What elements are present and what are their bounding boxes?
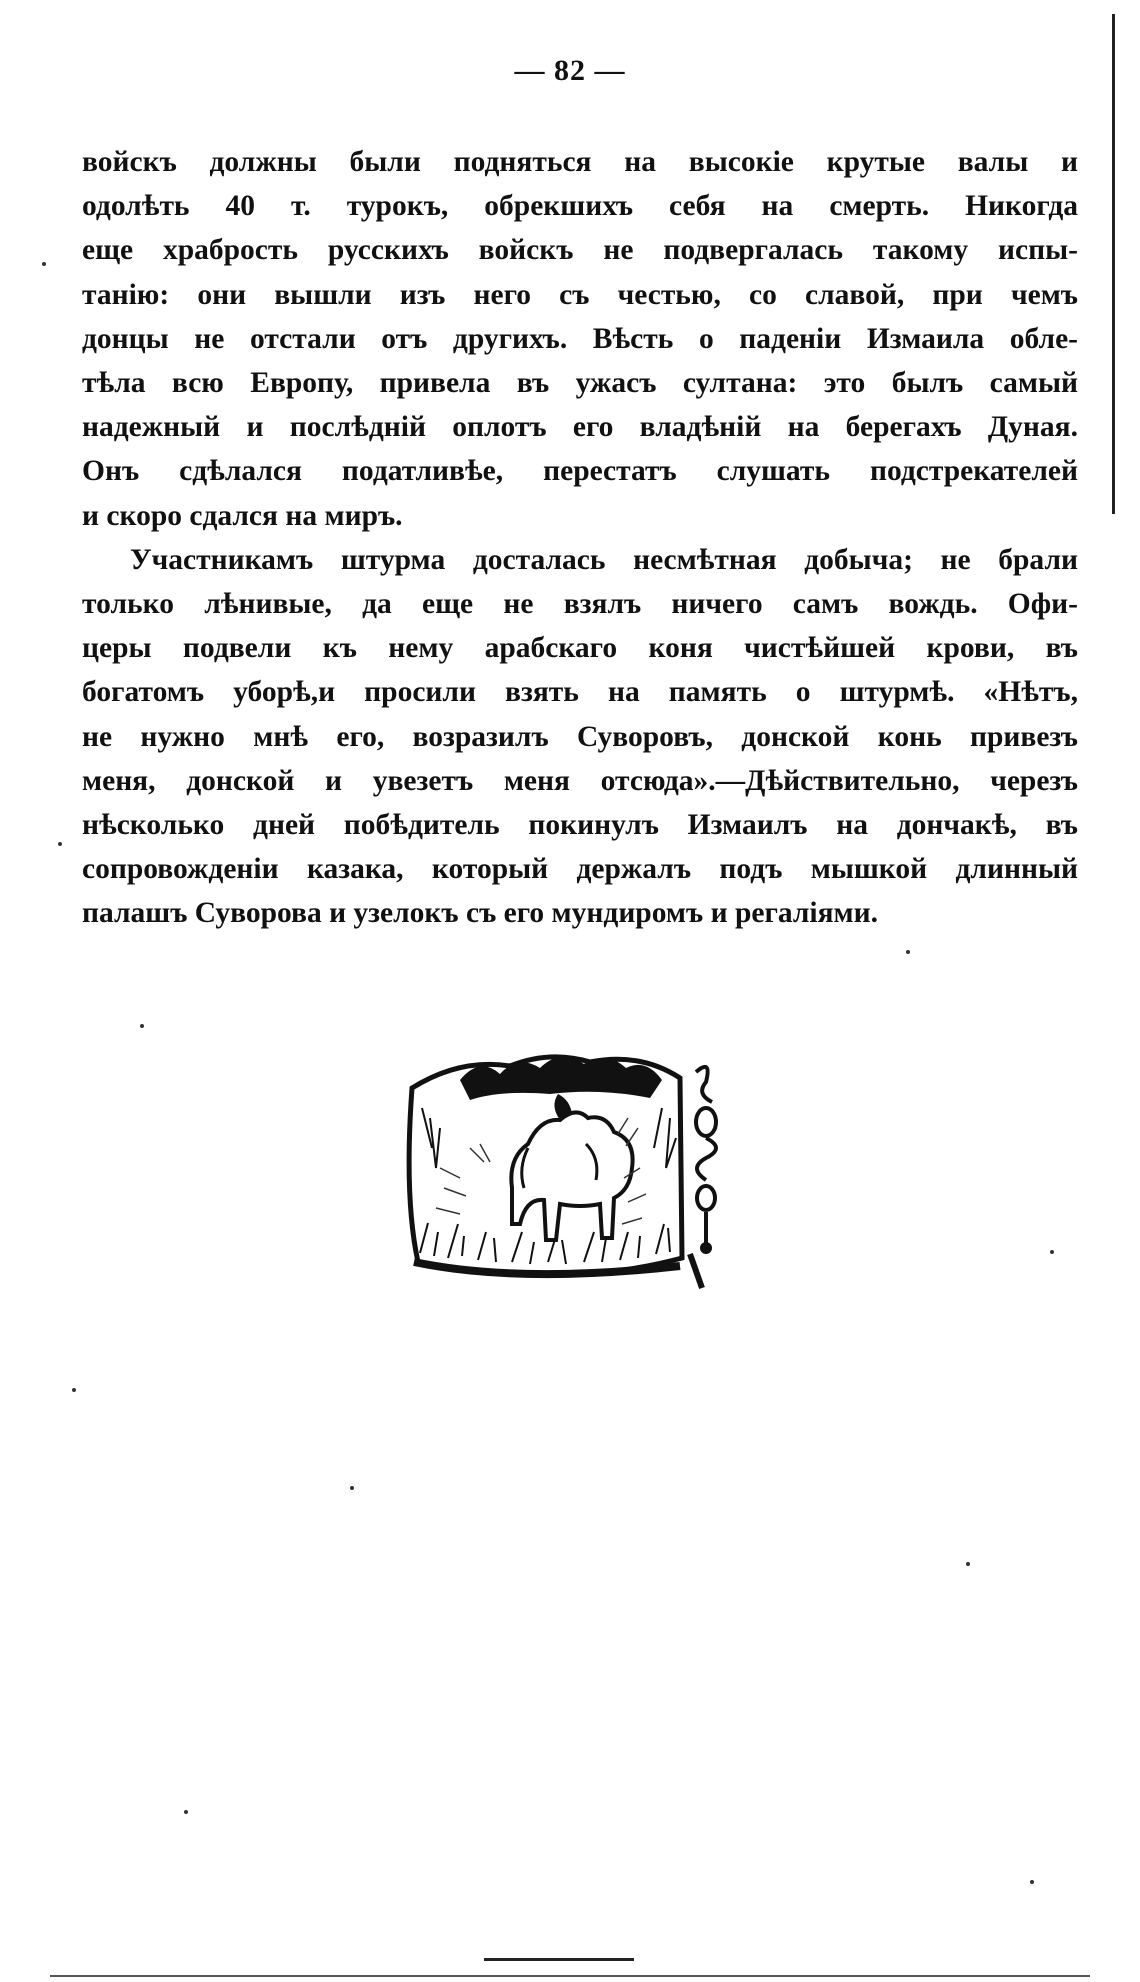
scan-speck (184, 1810, 188, 1814)
text-line: палашъ Суворова и узелокъ съ его мундиромъ и регаліями. (82, 897, 879, 930)
body-text (82, 140, 1078, 936)
text-line: Участникамъ штурма досталась несмѣтная добыча; не брали (130, 543, 1078, 576)
paragraph-1 (82, 140, 1078, 538)
text-line: одолѣть 40 т. турокъ, обрекшихъ себя на смерть. Никогда (82, 190, 1078, 223)
scan-speck (72, 1388, 76, 1392)
text-line: меня, донской и увезетъ меня отсюда».—Дѣйствительно, черезъ (82, 764, 1078, 797)
text-line: богатомъ уборѣ,и просили взять на память о штурмѣ. «Нѣтъ, (82, 676, 1078, 709)
text-line: не нужно мнѣ его, возразилъ Суворовъ, донской конь привезъ (82, 720, 1078, 753)
scan-speck (140, 1024, 144, 1028)
text-line: церы подвели къ нему арабскаго коня чистѣйшей крови, въ (82, 632, 1078, 665)
footer-rule (484, 1958, 634, 1961)
scan-speck (1030, 1880, 1034, 1884)
scan-speck (58, 842, 62, 846)
page-edge-rule (1112, 14, 1115, 514)
text-line: нѣсколько дней побѣдитель покинулъ Измаилъ на дончакѣ, въ (82, 809, 1078, 842)
page-bottom-edge (50, 1975, 1090, 1977)
text-line: только лѣнивые, да еще не взялъ ничего самъ вождь. Офи- (82, 588, 1078, 621)
horse-vignette-icon (400, 1048, 758, 1290)
text-line: войскъ должны были подняться на высокіе крутые валы и (82, 146, 1078, 178)
page-number: — 82 — (514, 54, 626, 87)
scan-speck (1050, 1250, 1054, 1254)
text-line: танію: они вышли изъ него съ честью, со славой, при чемъ (82, 278, 1078, 311)
scan-speck (42, 262, 46, 266)
text-line: Онъ сдѣлался податливѣе, перестатъ слушать подстрекателей (82, 455, 1078, 488)
scan-speck (906, 950, 910, 954)
paragraph-2 (82, 538, 1078, 936)
scan-speck (966, 1562, 970, 1566)
text-line: тѣла всю Европу, привела въ ужасъ султана: это былъ самый (82, 367, 1078, 400)
text-line: еще храбрость русскихъ войскъ не подвергалась такому испы- (82, 234, 1078, 267)
text-line: сопровожденіи казака, который держалъ подъ мышкой длинный (82, 853, 1078, 886)
text-line: и скоро сдался на миръ. (82, 499, 403, 532)
text-line: надежный и послѣдній оплотъ его владѣній на берегахъ Дуная. (82, 411, 1078, 444)
text-line: донцы не отстали отъ другихъ. Вѣсть о паденіи Измаила обле- (82, 322, 1078, 355)
scan-speck (350, 1486, 354, 1490)
